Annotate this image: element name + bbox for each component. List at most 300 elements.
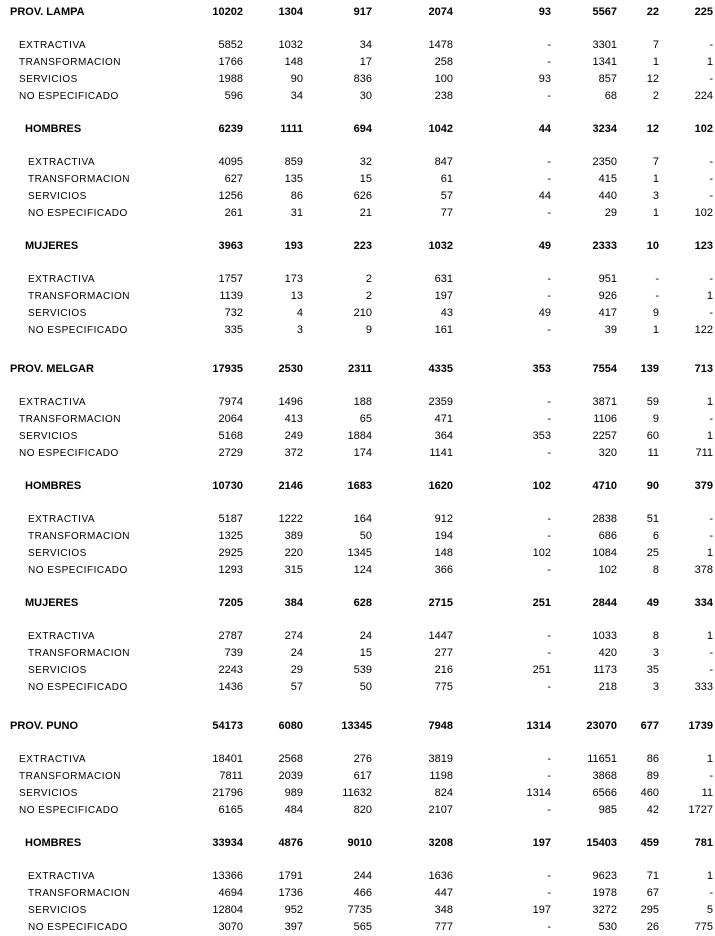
cell-value: 100	[434, 73, 453, 85]
cell-value: 25	[646, 547, 659, 559]
cell-value: 274	[284, 630, 303, 642]
table-row	[0, 785, 715, 802]
row-label: EXTRACTIVA	[28, 871, 96, 882]
cell-value: 12804	[212, 904, 243, 916]
cell-value: 565	[353, 921, 372, 933]
cell-value: -	[547, 753, 551, 765]
cell-value: -	[547, 887, 551, 899]
cell-value: -	[547, 513, 551, 525]
table-row	[0, 288, 715, 305]
table-row	[0, 188, 715, 205]
row-label: NO ESPECIFICADO	[19, 91, 119, 102]
cell-value: 1084	[592, 547, 617, 559]
table-row	[0, 88, 715, 105]
cell-value: 15	[359, 647, 372, 659]
cell-value: 824	[434, 787, 453, 799]
row-label: SERVICIOS	[28, 191, 87, 202]
cell-value: -	[655, 290, 659, 302]
row-label: NO ESPECIFICADO	[28, 922, 128, 933]
cell-value: 197	[434, 290, 453, 302]
cell-value: 122	[694, 324, 713, 336]
table-row	[0, 411, 715, 428]
cell-value: 22	[646, 6, 659, 18]
cell-value: 484	[284, 804, 303, 816]
cell-value: 49	[538, 240, 551, 252]
cell-value: 173	[284, 273, 303, 285]
cell-value: 459	[640, 837, 659, 849]
cell-value: 1791	[278, 870, 303, 882]
row-label: SERVICIOS	[19, 788, 78, 799]
table-row	[0, 919, 715, 936]
cell-value: 33934	[212, 837, 243, 849]
cell-value: 2	[365, 290, 372, 302]
cell-value: 333	[694, 681, 713, 693]
table-row	[0, 562, 715, 579]
cell-value: 2359	[428, 396, 453, 408]
cell-value: 68	[604, 90, 617, 102]
cell-value: 11	[701, 787, 713, 799]
cell-value: 90	[646, 480, 659, 492]
cell-value: 261	[224, 207, 243, 219]
row-label: HOMBRES	[25, 123, 82, 135]
table-row	[0, 645, 715, 662]
cell-value: 775	[694, 921, 713, 933]
cell-value: 10202	[212, 6, 243, 18]
cell-value: 1	[706, 56, 713, 68]
cell-value: 93	[538, 6, 551, 18]
cell-value: 9	[365, 324, 372, 336]
cell-value: 23070	[586, 720, 617, 732]
row-label: MUJERES	[25, 240, 79, 252]
table-row	[0, 154, 715, 171]
cell-value: 276	[353, 753, 372, 765]
cell-value: 951	[598, 273, 617, 285]
cell-value: 15403	[586, 837, 617, 849]
row-label: MUJERES	[25, 597, 79, 609]
cell-value: 1111	[280, 123, 303, 135]
cell-value: 1620	[428, 480, 453, 492]
row-label: NO ESPECIFICADO	[19, 805, 119, 816]
cell-value: -	[547, 530, 551, 542]
cell-value: -	[547, 396, 551, 408]
cell-value: 216	[434, 664, 453, 676]
cell-value: -	[709, 190, 713, 202]
cell-value: 224	[694, 90, 713, 102]
cell-value: 135	[284, 173, 303, 185]
cell-value: 627	[224, 173, 243, 185]
cell-value: 631	[434, 273, 453, 285]
cell-value: 102	[598, 564, 617, 576]
cell-value: 1496	[278, 396, 303, 408]
row-label: TRANSFORMACION	[28, 531, 130, 542]
cell-value: -	[547, 870, 551, 882]
cell-value: 249	[284, 430, 303, 442]
cell-value: 739	[224, 647, 243, 659]
cell-value: -	[709, 39, 713, 51]
row-label: SERVICIOS	[28, 665, 87, 676]
row-label: SERVICIOS	[28, 548, 87, 559]
cell-value: 384	[284, 597, 303, 609]
cell-value: 1988	[218, 73, 243, 85]
cell-value: 1198	[429, 770, 453, 782]
cell-value: 5168	[218, 430, 243, 442]
cell-value: 677	[640, 720, 659, 732]
cell-value: 15	[359, 173, 372, 185]
cell-value: 1	[706, 630, 713, 642]
cell-value: 18401	[212, 753, 243, 765]
cell-value: 39	[604, 324, 617, 336]
cell-value: 7554	[592, 363, 617, 375]
cell-value: 617	[353, 770, 372, 782]
row-label: SERVICIOS	[19, 431, 78, 442]
table-row	[0, 322, 715, 339]
cell-value: 13	[290, 290, 303, 302]
cell-value: 1141	[429, 447, 453, 459]
row-label: TRANSFORMACION	[19, 771, 121, 782]
table-row	[0, 238, 715, 255]
cell-value: 123	[694, 240, 713, 252]
row-label: TRANSFORMACION	[28, 888, 130, 899]
cell-value: 952	[284, 904, 303, 916]
row-label: NO ESPECIFICADO	[19, 448, 119, 459]
cell-value: -	[547, 39, 551, 51]
cell-value: 12	[646, 73, 659, 85]
cell-value: 2844	[592, 597, 617, 609]
cell-value: 49	[646, 597, 659, 609]
row-label: PROV. LAMPA	[10, 6, 85, 18]
cell-value: 29	[604, 207, 617, 219]
cell-value: 9	[652, 413, 659, 425]
cell-value: 30	[359, 90, 372, 102]
cell-value: 1	[706, 290, 713, 302]
cell-value: 60	[646, 430, 659, 442]
cell-value: 440	[598, 190, 617, 202]
cell-value: 29	[290, 664, 303, 676]
cell-value: 35	[646, 664, 659, 676]
cell-value: 713	[694, 363, 713, 375]
cell-value: 1325	[218, 530, 243, 542]
cell-value: 32	[359, 156, 372, 168]
cell-value: 9	[652, 307, 659, 319]
cell-value: -	[547, 804, 551, 816]
cell-value: 197	[532, 837, 551, 849]
cell-value: 44	[538, 190, 551, 202]
cell-value: 3871	[592, 396, 617, 408]
cell-value: 3070	[218, 921, 243, 933]
cell-value: 86	[290, 190, 303, 202]
cell-value: 34	[290, 90, 303, 102]
table-row	[0, 868, 715, 885]
table-row	[0, 271, 715, 288]
row-label: EXTRACTIVA	[28, 157, 96, 168]
cell-value: 9623	[592, 870, 617, 882]
cell-value: 2530	[278, 363, 303, 375]
cell-value: -	[709, 273, 713, 285]
cell-value: 2064	[218, 413, 243, 425]
cell-value: 1314	[526, 720, 551, 732]
cell-value: 89	[646, 770, 659, 782]
cell-value: 1256	[218, 190, 243, 202]
cell-value: 1304	[278, 6, 303, 18]
cell-value: 2	[365, 273, 372, 285]
cell-value: 148	[284, 56, 303, 68]
cell-value: 225	[694, 6, 713, 18]
cell-value: 7205	[218, 597, 243, 609]
cell-value: 2074	[428, 6, 453, 18]
cell-value: 1978	[592, 887, 617, 899]
cell-value: 1	[706, 753, 713, 765]
cell-value: 11651	[587, 753, 617, 765]
cell-value: 420	[598, 647, 617, 659]
cell-value: 3819	[428, 753, 453, 765]
cell-value: 21796	[212, 787, 243, 799]
cell-value: 50	[359, 681, 372, 693]
cell-value: -	[709, 173, 713, 185]
cell-value: 21	[359, 207, 372, 219]
cell-value: 353	[532, 430, 551, 442]
row-label: TRANSFORMACION	[19, 57, 121, 68]
cell-value: 13366	[212, 870, 243, 882]
table-row	[0, 394, 715, 411]
cell-value: -	[547, 647, 551, 659]
row-label: HOMBRES	[25, 837, 82, 849]
cell-value: -	[709, 664, 713, 676]
cell-value: 148	[434, 547, 453, 559]
cell-value: 90	[290, 73, 303, 85]
cell-value: -	[709, 156, 713, 168]
cell-value: 3	[296, 324, 303, 336]
cell-value: -	[547, 290, 551, 302]
cell-value: 460	[640, 787, 659, 799]
table-row	[0, 305, 715, 322]
cell-value: 1	[652, 56, 659, 68]
cell-value: 295	[640, 904, 659, 916]
row-label: EXTRACTIVA	[28, 274, 96, 285]
cell-value: 6566	[592, 787, 617, 799]
cell-value: 378	[694, 564, 713, 576]
cell-value: 51	[646, 513, 659, 525]
cell-value: 258	[434, 56, 453, 68]
cell-value: 4	[296, 307, 303, 319]
cell-value: -	[709, 770, 713, 782]
cell-value: -	[547, 207, 551, 219]
row-label: NO ESPECIFICADO	[28, 325, 128, 336]
cell-value: 65	[359, 413, 372, 425]
cell-value: 1042	[428, 123, 453, 135]
table-row	[0, 121, 715, 138]
cell-value: 836	[353, 73, 372, 85]
row-label: EXTRACTIVA	[28, 514, 96, 525]
cell-value: 348	[434, 904, 453, 916]
cell-value: 251	[532, 664, 551, 676]
cell-value: 57	[440, 190, 453, 202]
cell-value: -	[709, 413, 713, 425]
table-row	[0, 171, 715, 188]
cell-value: 4876	[278, 837, 303, 849]
cell-value: -	[547, 273, 551, 285]
cell-value: 3208	[428, 837, 453, 849]
table-row	[0, 885, 715, 902]
row-label: NO ESPECIFICADO	[28, 682, 128, 693]
cell-value: 49	[538, 307, 551, 319]
cell-value: 379	[694, 480, 713, 492]
cell-value: 857	[598, 73, 617, 85]
cell-value: 223	[353, 240, 372, 252]
cell-value: 102	[694, 123, 713, 135]
cell-value: 54173	[212, 720, 243, 732]
table-row	[0, 205, 715, 222]
cell-value: 43	[440, 307, 453, 319]
cell-value: 102	[694, 207, 713, 219]
table-row	[0, 718, 715, 735]
cell-value: 59	[646, 396, 659, 408]
cell-value: 12	[646, 123, 659, 135]
cell-value: 917	[353, 6, 372, 18]
cell-value: 364	[434, 430, 453, 442]
cell-value: -	[547, 770, 551, 782]
cell-value: 174	[353, 447, 372, 459]
row-label: TRANSFORMACION	[28, 648, 130, 659]
cell-value: 6080	[278, 720, 303, 732]
cell-value: 3	[652, 681, 659, 693]
table-row	[0, 768, 715, 785]
cell-value: 353	[532, 363, 551, 375]
cell-value: 711	[695, 447, 713, 459]
cell-value: 1683	[347, 480, 372, 492]
cell-value: 1	[706, 547, 713, 559]
cell-value: 3963	[218, 240, 243, 252]
cell-value: 3301	[592, 39, 617, 51]
cell-value: 912	[434, 513, 453, 525]
table-row	[0, 802, 715, 819]
cell-value: 3	[652, 647, 659, 659]
row-label: TRANSFORMACION	[19, 414, 121, 425]
cell-value: 1341	[592, 56, 617, 68]
cell-value: -	[709, 530, 713, 542]
cell-value: 1739	[688, 720, 713, 732]
table-row	[0, 528, 715, 545]
cell-value: 1757	[218, 273, 243, 285]
row-label: EXTRACTIVA	[19, 40, 87, 51]
table-row	[0, 545, 715, 562]
cell-value: 193	[284, 240, 303, 252]
table-row	[0, 679, 715, 696]
cell-value: 1727	[688, 804, 713, 816]
cell-value: 397	[284, 921, 303, 933]
cell-value: 102	[532, 480, 551, 492]
cell-value: 5567	[592, 6, 617, 18]
cell-value: 2333	[592, 240, 617, 252]
row-label: HOMBRES	[25, 480, 82, 492]
cell-value: -	[547, 413, 551, 425]
cell-value: 11632	[342, 787, 372, 799]
row-label: EXTRACTIVA	[28, 631, 96, 642]
cell-value: 415	[598, 173, 617, 185]
cell-value: 71	[646, 870, 659, 882]
cell-value: 61	[440, 173, 453, 185]
cell-value: 847	[434, 156, 453, 168]
cell-value: 2925	[218, 547, 243, 559]
cell-value: 8	[652, 630, 659, 642]
cell-value: -	[547, 156, 551, 168]
cell-value: 3234	[592, 123, 617, 135]
cell-value: 2568	[278, 753, 303, 765]
cell-value: 372	[284, 447, 303, 459]
cell-value: 34	[359, 39, 372, 51]
cell-value: 1032	[428, 240, 453, 252]
cell-value: 366	[434, 564, 453, 576]
cell-value: 2107	[428, 804, 453, 816]
cell-value: 5187	[218, 513, 243, 525]
cell-value: 775	[434, 681, 453, 693]
cell-value: 31	[290, 207, 303, 219]
cell-value: 1	[706, 870, 713, 882]
cell-value: 389	[284, 530, 303, 542]
table-row	[0, 428, 715, 445]
cell-value: 7	[652, 156, 659, 168]
cell-value: 4335	[428, 363, 453, 375]
table-row	[0, 595, 715, 612]
cell-value: -	[547, 90, 551, 102]
cell-value: 447	[434, 887, 453, 899]
cell-value: 194	[434, 530, 453, 542]
cell-value: 124	[353, 564, 372, 576]
cell-value: -	[709, 887, 713, 899]
cell-value: 17935	[212, 363, 243, 375]
cell-value: 164	[353, 513, 372, 525]
cell-value: -	[547, 324, 551, 336]
cell-value: 596	[224, 90, 243, 102]
cell-value: 93	[538, 73, 551, 85]
cell-value: 6	[652, 530, 659, 542]
cell-value: -	[547, 921, 551, 933]
cell-value: 251	[532, 597, 551, 609]
cell-value: 220	[284, 547, 303, 559]
cell-value: 2257	[592, 430, 617, 442]
cell-value: 86	[646, 753, 659, 765]
cell-value: 1736	[278, 887, 303, 899]
cell-value: 334	[694, 597, 713, 609]
cell-value: 1	[652, 173, 659, 185]
cell-value: 530	[598, 921, 617, 933]
cell-value: 694	[353, 123, 372, 135]
cell-value: 13345	[341, 720, 372, 732]
cell-value: 781	[694, 837, 713, 849]
cell-value: 7	[652, 39, 659, 51]
cell-value: 2838	[592, 513, 617, 525]
cell-value: -	[547, 630, 551, 642]
cell-value: 1	[706, 430, 713, 442]
cell-value: 67	[646, 887, 659, 899]
table-row	[0, 628, 715, 645]
table-row	[0, 4, 715, 21]
cell-value: 2787	[218, 630, 243, 642]
table-row	[0, 361, 715, 378]
cell-value: 1	[706, 396, 713, 408]
cell-value: 3272	[592, 904, 617, 916]
cell-value: 26	[646, 921, 659, 933]
cell-value: 926	[598, 290, 617, 302]
cell-value: 7735	[347, 904, 372, 916]
cell-value: 820	[353, 804, 372, 816]
cell-value: 417	[598, 307, 617, 319]
cell-value: 628	[353, 597, 372, 609]
cell-value: 1766	[218, 56, 243, 68]
table-row	[0, 54, 715, 71]
cell-value: 6239	[218, 123, 243, 135]
table-row	[0, 511, 715, 528]
cell-value: 1478	[428, 39, 453, 51]
